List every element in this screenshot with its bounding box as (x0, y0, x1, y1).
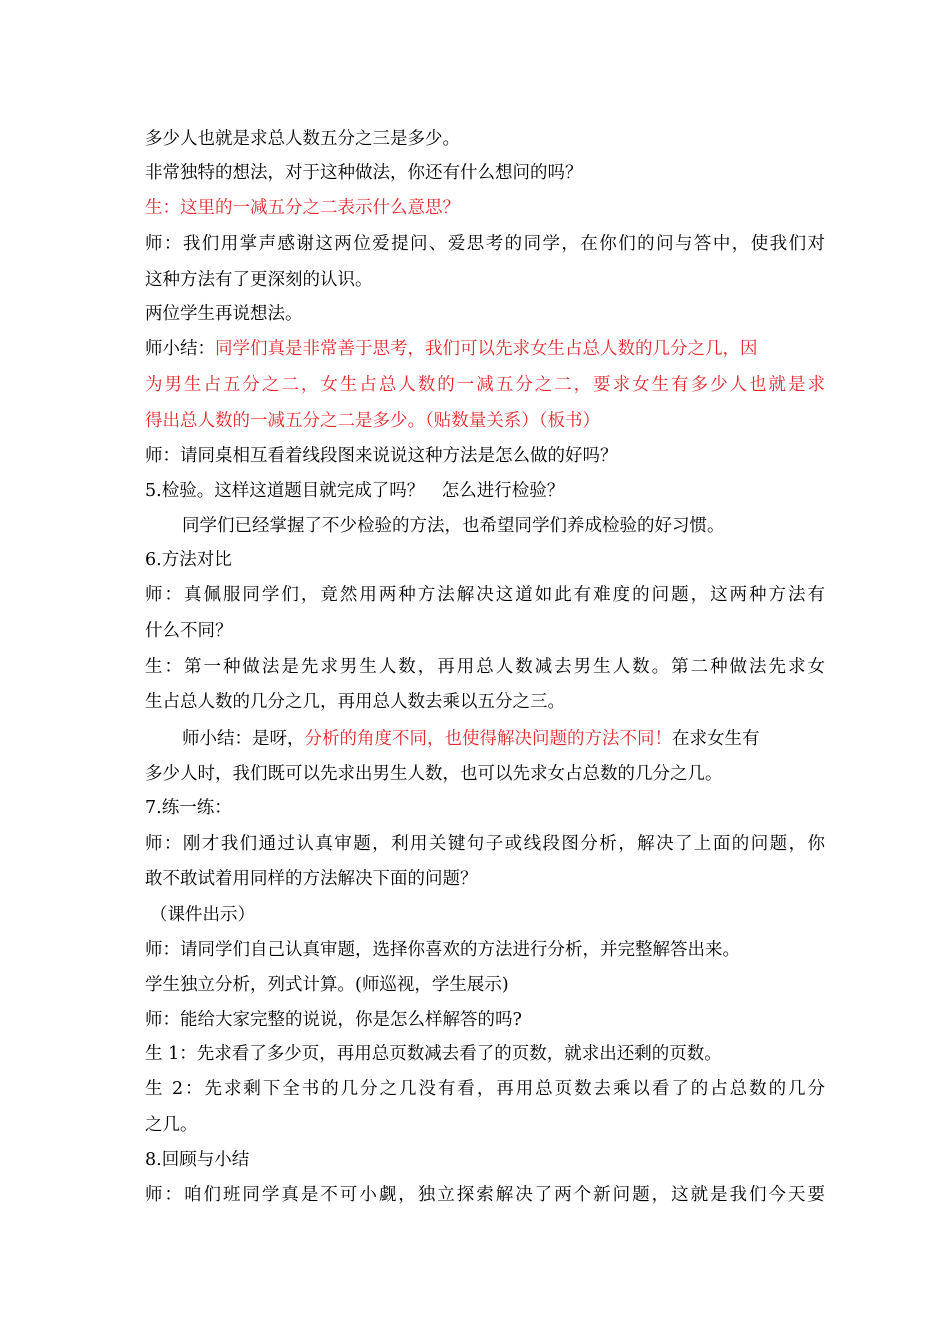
summary-label: 师小结： (145, 339, 215, 359)
text-line: 生 2：先求剩下全书的几分之几没有看，再用总页数去乘以看了的占总数的几分 (145, 1079, 825, 1099)
section-heading: 6.方法对比 (145, 550, 232, 570)
text-line: 什么不同？ (145, 621, 233, 641)
text-line: 非常独特的想法，对于这种做法，你还有什么想问的吗？ (145, 163, 583, 183)
text-line: 学生独立分析，列式计算。(师巡视，学生展示) (145, 975, 509, 995)
section-heading: 8.回顾与小结 (145, 1150, 250, 1170)
summary-highlight: 同学们真是非常善于思考，我们可以先求女生占总人数的几分之几，因 (215, 339, 758, 359)
text-line: （课件出示） (150, 905, 255, 925)
text-line: 师：真佩服同学们，竟然用两种方法解决这道如此有难度的问题，这两种方法有 (145, 585, 825, 605)
text-line: 这种方法有了更深刻的认识。 (145, 270, 373, 290)
text-line: 生：第一种做法是先求男生人数，再用总人数减去男生人数。第二种做法先求女 (145, 657, 825, 677)
text-line: 师：请同学们自己认真审题，选择你喜欢的方法进行分析，并完整解答出来。 (145, 940, 740, 960)
text-line: 师：请同桌相互看着线段图来说说这种方法是怎么做的好吗？ (145, 446, 618, 466)
text-line: 生占总人数的几分之几，再用总人数去乘以五分之三。 (145, 692, 565, 712)
text-line: 两位学生再说想法。 (145, 304, 303, 324)
summary-tail: 在求女生有 (672, 729, 760, 749)
section-heading: 7.练一练： (145, 798, 232, 818)
text-line: 多少人时，我们既可以先求出男生人数，也可以先求女占总数的几分之几。 (145, 764, 723, 784)
summary-highlight: 分析的角度不同，也使得解决问题的方法不同！ (304, 729, 672, 749)
section-heading: 5.检验。这样这道题目就完成了吗？ 怎么进行检验？ (145, 481, 565, 501)
text-line: 生 1：先求看了多少页，再用总页数减去看了的页数，就求出还剩的页数。 (145, 1044, 722, 1064)
summary-line (182, 728, 822, 750)
text-line: 同学们已经掌握了不少检验的方法，也希望同学们养成检验的好习惯。 (182, 516, 725, 536)
highlight-line: 为男生占五分之二，女生占总人数的一减五分之二，要求女生有多少人也就是求 (145, 375, 825, 395)
text-line: 师：咱们班同学真是不可小觑，独立探索解决了两个新问题，这就是我们今天要 (145, 1185, 825, 1205)
summary-label: 师小结：是呀， (182, 729, 305, 749)
text-line: 师：刚才我们通过认真审题，利用关键句子或线段图分析，解决了上面的问题，你 (145, 834, 825, 854)
highlight-line: 得出总人数的一减五分之二是多少。（贴数量关系）（板书） (145, 411, 600, 431)
text-line: 多少人也就是求总人数五分之三是多少。 (145, 129, 460, 149)
text-line: 之几。 (145, 1115, 198, 1135)
text-line: 师：能给大家完整的说说，你是怎么样解答的吗? (145, 1010, 522, 1030)
text-line: 敢不敢试着用同样的方法解决下面的问题？ (145, 869, 478, 889)
highlight-line: 生：这里的一减五分之二表示什么意思？ (145, 198, 460, 218)
summary-line (145, 338, 825, 360)
text-line: 师：我们用掌声感谢这两位爱提问、爱思考的同学，在你们的问与答中，使我们对 (145, 234, 825, 254)
